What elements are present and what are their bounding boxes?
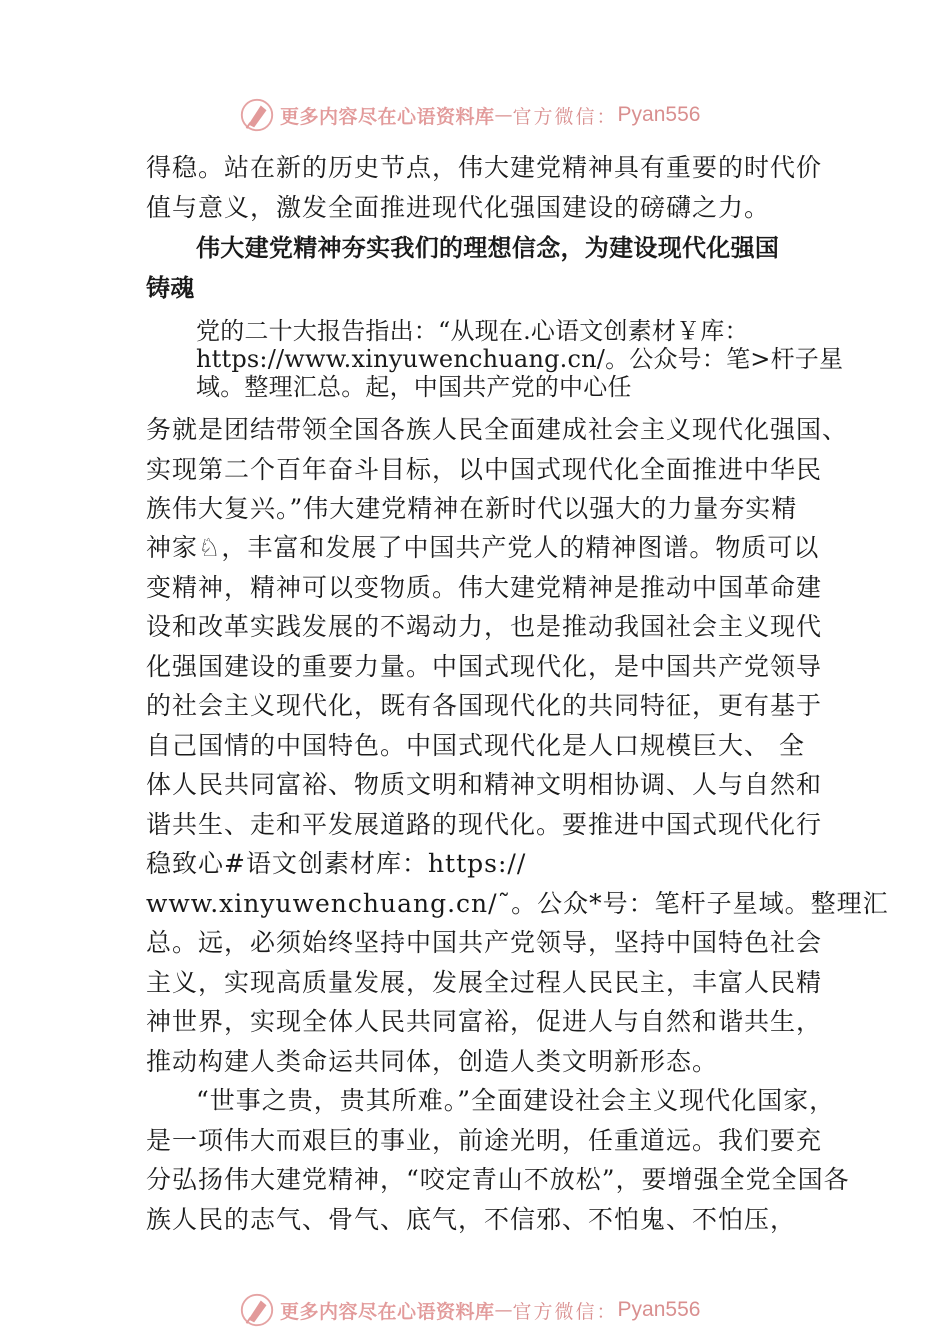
watermark-wechat-id: Pyan556 — [617, 103, 701, 126]
paragraph-line: 务就是团结带领全国各族人民全面建成社会主义现代化强国、 — [146, 415, 849, 444]
paragraph-line: 的社会主义现代化，既有各国现代化的共同特征，更有基于 — [146, 691, 823, 720]
paragraph-line: 化强国建设的重要力量。中国式现代化，是中国共产党领导 — [146, 652, 823, 681]
pen-nib-icon — [238, 96, 276, 134]
paragraph-line: 神家♘，丰富和发展了中国共产党人的精神图谱。物质可以 — [146, 533, 820, 562]
paragraph-line: 实现第二个百年奋斗目标，以中国式现代化全面推进中华民 — [146, 455, 823, 484]
paragraph-line: 值与意义，激发全面推进现代化强国建设的磅礴之力。 — [146, 193, 771, 222]
paragraph-line: “世事之贵，贵其所难。”全面建设社会主义现代化国家， — [196, 1086, 836, 1115]
watermark-separator: — — [494, 104, 513, 126]
watermark-wechat-id: Pyan556 — [617, 1298, 701, 1321]
pen-nib-icon — [238, 1291, 276, 1329]
watermark-label: 官方微信： — [512, 105, 618, 128]
quote-line: https://www.xinyuwenchuang.cn/。公众号：笔>杆子星 — [196, 345, 844, 373]
paragraph-line: 谐共生、走和平发展道路的现代化。要推进中国式现代化行 — [146, 810, 823, 839]
paragraph-line: 族人民的志气、骨气、底气，不信邪、不怕鬼、不怕压， — [146, 1205, 797, 1234]
watermark-label: 官方微信： — [512, 1300, 618, 1323]
paragraph-line: 神世界，实现全体人民共同富裕，促进人与自然和谐共生， — [146, 1007, 823, 1036]
quote-line: 党的二十大报告指出：“从现在.心语文创素材￥库： — [196, 317, 749, 345]
paragraph-line: www.xinyuwenchuang.cn/˜。公众*号：笔杆子星域。整理汇 — [146, 889, 889, 918]
paragraph-line: 设和改革实践发展的不竭动力，也是推动我国社会主义现代 — [146, 612, 823, 641]
paragraph-line: 分弘扬伟大建党精神，“咬定青山不放松”，要增强全党全国各 — [146, 1165, 850, 1194]
watermark-separator: — — [494, 1299, 513, 1321]
paragraph-line: 变精神，精神可以变物质。伟大建党精神是推动中国革命建 — [146, 573, 823, 602]
paragraph-line: 总。远，必须始终坚持中国共产党领导，坚持中国特色社会 — [146, 928, 823, 957]
paragraph-line: 推动构建人类命运共同体，创造人类文明新形态。 — [146, 1047, 719, 1076]
section-heading-continued: 铸魂 — [146, 274, 195, 302]
paragraph-line: 自己国情的中国特色。中国式现代化是人口规模巨大、 全 — [146, 731, 805, 760]
paragraph-line: 得稳。站在新的历史节点，伟大建党精神具有重要的时代价 — [146, 153, 823, 182]
header-watermark — [238, 95, 700, 135]
paragraph-line: 族伟大复兴。”伟大建党精神在新时代以强大的力量夯实精 — [146, 494, 798, 523]
watermark-brand: 更多内容尽在心语资料库 — [280, 1300, 495, 1323]
quote-line: 域。整理汇总。起，中国共产党的中心任 — [196, 373, 632, 401]
section-heading: 伟大建党精神夯实我们的理想信念，为建设现代化强国 — [196, 234, 780, 262]
paragraph-line: 是一项伟大而艰巨的事业，前途光明，任重道远。我们要充 — [146, 1126, 823, 1155]
paragraph-line: 体人民共同富裕、物质文明和精神文明相协调、人与自然和 — [146, 770, 823, 799]
paragraph-line: 稳致心#语文创素材库：https:// — [146, 849, 527, 878]
paragraph-line: 主义，实现高质量发展，发展全过程人民民主，丰富人民精 — [146, 968, 823, 997]
footer-watermark — [238, 1290, 700, 1330]
watermark-brand: 更多内容尽在心语资料库 — [280, 105, 495, 128]
